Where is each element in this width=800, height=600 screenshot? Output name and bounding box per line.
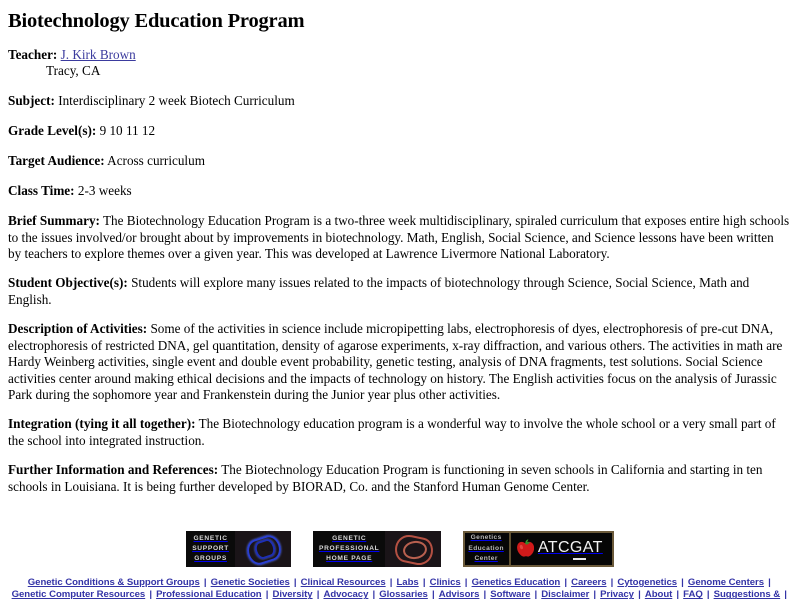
footer-nav-link[interactable]: Genetic Societies bbox=[210, 577, 290, 588]
section-student-objectives bbox=[8, 275, 790, 308]
section-further-information bbox=[8, 462, 790, 495]
field-target-audience bbox=[8, 153, 790, 169]
field-teacher-label: Teacher: bbox=[8, 46, 58, 62]
footer-nav-link[interactable]: Careers bbox=[571, 577, 607, 588]
wordmark-underline bbox=[573, 558, 586, 560]
field-grade-levels bbox=[8, 123, 790, 139]
banner-line: HOME PAGE bbox=[326, 555, 373, 563]
footer-nav-link[interactable]: About bbox=[644, 589, 673, 600]
teacher-link[interactable]: J. Kirk Brown bbox=[60, 46, 136, 62]
footer-nav-separator: | bbox=[314, 589, 322, 600]
section-description-of-activities bbox=[8, 321, 790, 403]
field-grade-levels-label: Grade Level(s): bbox=[8, 122, 97, 138]
banner-line: Center bbox=[474, 555, 498, 563]
genetic-professional-home-page-banner-text bbox=[313, 531, 385, 567]
footer-nav-link[interactable]: Genome Centers bbox=[687, 577, 764, 588]
genetic-support-groups-banner[interactable] bbox=[186, 531, 291, 567]
banner-strip bbox=[0, 531, 800, 571]
genetics-education-center-banner[interactable] bbox=[463, 531, 613, 567]
banner-line: Education bbox=[468, 544, 504, 552]
banner-line: PROFESSIONAL bbox=[318, 544, 380, 552]
footer-nav-link[interactable]: Clinical Resources bbox=[300, 577, 386, 588]
footer-nav-separator: | bbox=[420, 577, 429, 588]
field-target-audience-label: Target Audience: bbox=[8, 152, 105, 168]
field-subject-value: Interdisciplinary 2 week Biotech Curriculum bbox=[58, 92, 295, 108]
footer-nav-link[interactable]: Genetic Computer Resources bbox=[11, 589, 146, 600]
section-further-information-text: The Biotechnology Education Program is functioning in seven schools in California and starting in ten schools in Louisiana. It is being further developed by BIORAD, Co. and the Stanford Human Genome Center. bbox=[8, 462, 763, 494]
field-teacher-location: Tracy, CA bbox=[46, 62, 101, 78]
footer-nav-separator: | bbox=[387, 577, 395, 588]
footer-nav-separator: | bbox=[291, 577, 300, 588]
footer-nav-separator: | bbox=[369, 589, 378, 600]
field-grade-levels-value: 9 10 11 12 bbox=[99, 122, 156, 138]
field-target-audience-value: Across curriculum bbox=[107, 152, 205, 168]
footer-nav-separator: | bbox=[429, 589, 438, 600]
atcgat-wordmark: ATCGAT bbox=[537, 539, 603, 556]
page-title: Biotechnology Education Program bbox=[8, 10, 305, 32]
section-brief-summary-label: Brief Summary: bbox=[8, 213, 100, 229]
footer-nav-separator: | bbox=[146, 589, 155, 600]
section-brief-summary bbox=[8, 213, 790, 262]
field-class-time-label: Class Time: bbox=[8, 183, 75, 199]
footer-nav-link[interactable]: FAQ bbox=[683, 589, 703, 600]
section-integration bbox=[8, 416, 790, 449]
dna-helix-icon bbox=[235, 531, 291, 567]
banner-line: GROUPS bbox=[194, 555, 227, 563]
footer-nav-link[interactable]: Disclaimer bbox=[541, 589, 590, 600]
footer-nav-link[interactable]: Privacy bbox=[600, 589, 634, 600]
section-integration-label: Integration (tying it all together): bbox=[8, 416, 196, 432]
section-description-of-activities-label: Description of Activities: bbox=[8, 321, 148, 337]
section-further-information-label: Further Information and References: bbox=[8, 462, 219, 478]
field-class-time-value: 2-3 weeks bbox=[77, 183, 132, 199]
apple-icon bbox=[511, 539, 536, 559]
dna-helix-icon bbox=[385, 531, 441, 567]
footer-nav-separator: | bbox=[678, 577, 687, 588]
footer-nav-separator: | bbox=[608, 577, 616, 588]
footer-nav-link[interactable]: Cytogenetics bbox=[617, 577, 678, 588]
footer-nav-separator: | bbox=[462, 577, 471, 588]
footer-nav-separator: | bbox=[635, 589, 644, 600]
genetics-education-center-banner-text bbox=[465, 533, 510, 565]
footer-nav-link[interactable]: Labs bbox=[396, 577, 419, 588]
footer-nav-separator: | bbox=[531, 589, 540, 600]
banner-line: GENETIC bbox=[332, 534, 367, 542]
footer-nav bbox=[0, 577, 800, 600]
footer-nav-separator: | bbox=[263, 589, 271, 600]
section-integration-text: The Biotechnology education program is a wonderful way to involve the whole school or a very small part of the school into integrated instruction. bbox=[8, 416, 776, 448]
footer-nav-separator: | bbox=[201, 577, 210, 588]
footer-nav-link[interactable]: Suggestions & bbox=[713, 589, 781, 600]
section-brief-summary-text: The Biotechnology Education Program is a two-three week multidisciplinary, spiraled curriculum that exposes entire high schools to the issues involved/or brought about by improvements in biotechnology. Math, English, Social Science, and Science lessons have been written by teachers to explore themes over a given year. This was developed at Lawrence Livermore National Laboratory. bbox=[8, 213, 790, 261]
footer-nav-link[interactable]: Advocacy bbox=[323, 589, 369, 600]
field-teacher bbox=[8, 47, 790, 79]
section-student-objectives-label: Student Objective(s): bbox=[8, 275, 128, 291]
footer-nav-separator: | bbox=[590, 589, 599, 600]
footer-nav-link[interactable]: Diversity bbox=[272, 589, 313, 600]
field-class-time bbox=[8, 183, 790, 199]
footer-nav-link[interactable]: Genetics Education bbox=[471, 577, 561, 588]
footer-nav-separator: | bbox=[480, 589, 489, 600]
footer-nav-link[interactable]: Professional Education bbox=[156, 589, 262, 600]
field-subject-label: Subject: bbox=[8, 92, 55, 108]
footer-nav-link[interactable]: Advisors bbox=[438, 589, 480, 600]
genetic-professional-home-page-banner[interactable] bbox=[313, 531, 441, 567]
genetic-support-groups-banner-text bbox=[186, 531, 235, 567]
banner-line: GENETIC bbox=[193, 534, 228, 542]
footer-nav-separator: | bbox=[781, 589, 787, 600]
footer-nav-row-1 bbox=[0, 577, 800, 589]
footer-nav-link[interactable]: Clinics bbox=[429, 577, 461, 588]
footer-nav-separator: | bbox=[673, 589, 682, 600]
footer-nav-link[interactable]: Glossaries bbox=[379, 589, 428, 600]
footer-nav-separator: | bbox=[704, 589, 713, 600]
footer-nav-link[interactable]: Software bbox=[490, 589, 531, 600]
footer-nav-separator: | bbox=[561, 577, 570, 588]
field-subject bbox=[8, 93, 790, 109]
banner-line: SUPPORT bbox=[192, 544, 229, 552]
section-student-objectives-text: Students will explore many issues related to the impacts of biotechnology through Science, Social Science, Math and English. bbox=[8, 275, 750, 307]
footer-nav-link[interactable]: Genetic Conditions & Support Groups bbox=[27, 577, 200, 588]
section-description-of-activities-text: Some of the activities in science include micropipetting labs, electrophoresis of dyes, electrophoresis of pre-cut DNA, electrophoresis of restricted DNA, gel quantitation, density of agarose experiments, x-ray diffraction, and various others. The activities in math are Hardy Weinberg activities, single event and double event probability, genetic testing, analysis of DNA fragments, test solutions. Social Science activities center around making ethical decisions and the impacts of technology on history. The English activities focus on the analysis of Jurassic Park during the sophomore year and Frankenstein during the Junior year plus other activities. bbox=[8, 321, 783, 403]
footer-nav-separator: | bbox=[765, 577, 771, 588]
banner-line: Genetics bbox=[470, 534, 502, 542]
footer-nav-row-2 bbox=[0, 589, 800, 600]
